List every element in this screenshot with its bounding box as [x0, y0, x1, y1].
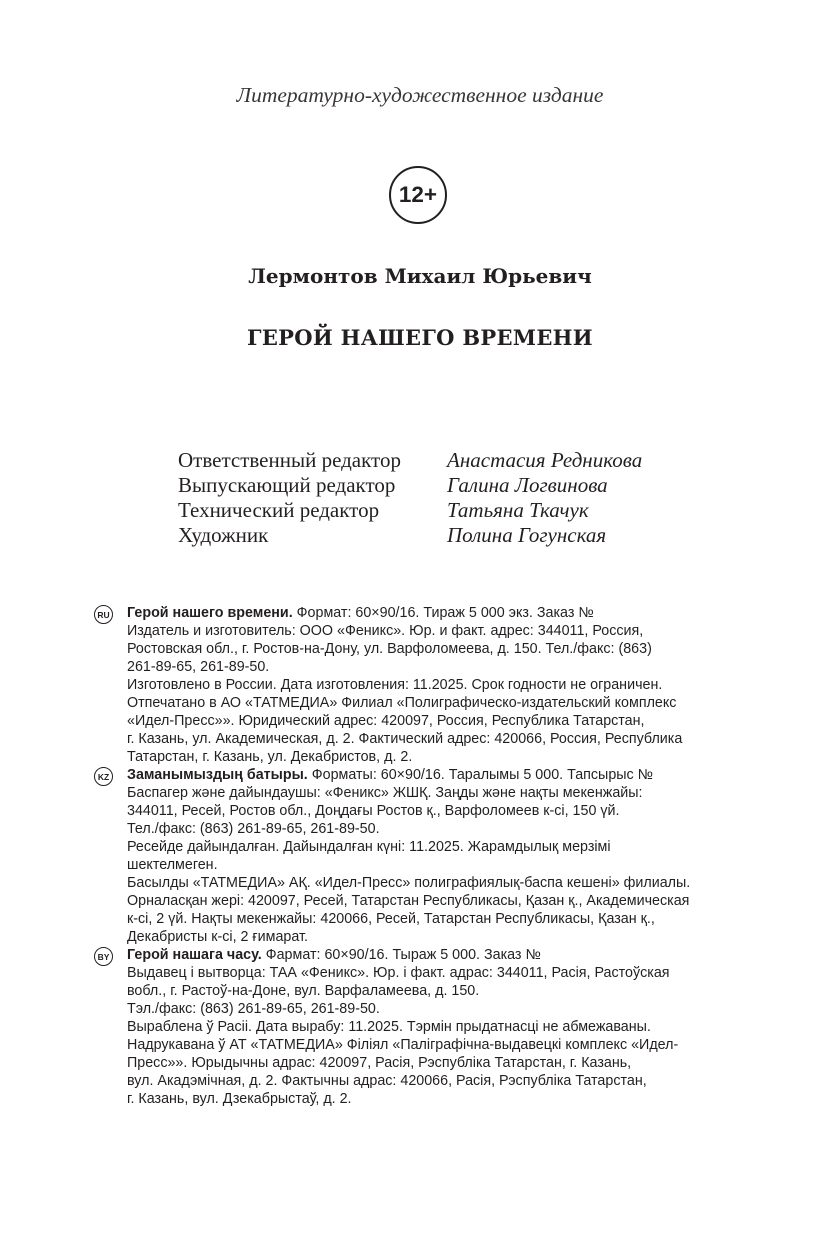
- imprint-title: Герой нашага часу.: [127, 947, 262, 963]
- language-badge-kz: [94, 767, 113, 786]
- age-rating-badge: [389, 166, 447, 224]
- language-badge-label: KZ: [97, 771, 110, 782]
- imprint-first-line-text: Форматы: 60×90/16. Таралымы 5 000. Тапсырыс №: [307, 767, 654, 783]
- imprint-block-ru: [127, 604, 767, 766]
- imprint-first-line: [127, 604, 767, 622]
- imprint-block-by: [127, 946, 767, 1108]
- imprint-first-line-text: Фармат: 60×90/16. Тыраж 5 000. Заказ №: [261, 947, 541, 963]
- language-badge-by: [94, 947, 113, 966]
- imprint-title: Герой нашего времени.: [127, 605, 293, 621]
- imprint-line: Декабристы к-сі, 2 ғимарат.: [127, 929, 308, 945]
- imprint-first-line-text: Формат: 60×90/16. Тираж 5 000 экз. Заказ №: [292, 605, 594, 621]
- author-name: Лермонтов Михаил Юрьевич: [248, 264, 592, 288]
- credit-person: Татьяна Ткачук: [447, 498, 589, 522]
- imprint-line: Ресейде дайындалған. Дайындалған күні: 11.2025. Жарамдылық мерзімі: [127, 839, 611, 855]
- credit-role: Ответственный редактор: [178, 448, 401, 472]
- imprint-line: Тел./факс: (863) 261-89-65, 261-89-50.: [127, 821, 380, 837]
- language-badge-label: RU: [97, 609, 110, 620]
- imprint-line: Выдавец і вытворца: ТАА «Феникс». Юр. і факт. адрас: 344011, Расія, Растоўская: [127, 965, 670, 981]
- imprint-line: Пресс»». Юрыдычны адрас: 420097, Расія, Рэспубліка Татарстан, г. Казань,: [127, 1055, 632, 1071]
- imprint-line: Выраблена ў Расіі. Дата вырабу: 11.2025. Тэрмін прыдатнасці не абмежаваны.: [127, 1019, 651, 1035]
- imprint-line: 261-89-65, 261-89-50.: [127, 659, 270, 675]
- credit-person: Галина Логвинова: [447, 473, 608, 497]
- age-rating-label: 12+: [398, 182, 438, 207]
- imprint-line: вобл., г. Растоў-на-Доне, вул. Варфаламеева, д. 150.: [127, 983, 480, 999]
- imprint-line: Баспагер және дайындаушы: «Феникс» ЖШҚ. Заңды және нақты мекенжайы:: [127, 785, 643, 801]
- imprint-line: Орналасқан жері: 420097, Ресей, Татарстан Республикасы, Қазан қ., Академическая: [127, 893, 690, 909]
- imprint-first-line: [127, 766, 767, 784]
- imprint-line: Издатель и изготовитель: ООО «Феникс». Юр. и факт. адрес: 344011, Россия,: [127, 623, 644, 639]
- imprint-line: 344011, Ресей, Ростов обл., Доңдағы Ростов қ., Варфоломеев к-сі, 150 үй.: [127, 803, 620, 819]
- credit-person: Анастасия Редникова: [447, 448, 643, 472]
- language-badge-ru: [94, 605, 113, 624]
- imprint-line: Отпечатано в АО «ТАТМЕДИА» Филиал «Полиграфическо-издательский комплекс: [127, 695, 677, 711]
- credit-role: Выпускающий редактор: [178, 473, 396, 497]
- credit-role: Художник: [178, 523, 269, 547]
- imprint-block-kz: [127, 766, 767, 946]
- language-badge-label: BY: [97, 951, 110, 962]
- edition-type: Литературно-художественное издание: [236, 83, 604, 107]
- imprint-line: Надрукавана ў АТ «ТАТМЕДИА» Філіял «Паліграфічна-выдавецкі комплекс «Идел-: [127, 1037, 679, 1053]
- credit-person: Полина Гогунская: [447, 523, 607, 547]
- imprint-line: Тэл./факс: (863) 261-89-65, 261-89-50.: [127, 1001, 380, 1017]
- imprint-line: г. Казань, вул. Дзекабрыстаў, д. 2.: [127, 1091, 352, 1107]
- imprint-line: вул. Акадэмічная, д. 2. Фактычны адрас: 420066, Расія, Рэспубліка Татарстан,: [127, 1073, 647, 1089]
- imprint-line: шектелмеген.: [127, 857, 218, 873]
- imprint-first-line: [127, 946, 767, 964]
- book-title: ГЕРОЙ НАШЕГО ВРЕМЕНИ: [247, 325, 593, 350]
- imprint-line: Ростовская обл., г. Ростов-на-Дону, ул. Варфоломеева, д. 150. Тел./факс: (863): [127, 641, 652, 657]
- imprint-line: Басылды «ТАТМЕДИА» АҚ. «Идел-Пресс» полиграфиялық-баспа кешені» филиалы.: [127, 875, 691, 891]
- imprint-title: Заманымыздың батыры.: [127, 767, 308, 783]
- imprint-line: к-сі, 2 үй. Нақты мекенжайы: 420066, Ресей, Татарстан Республикасы, Қазан қ.,: [127, 911, 655, 927]
- credit-role: Технический редактор: [178, 498, 380, 522]
- imprint-line: Татарстан, г. Казань, ул. Декабристов, д. 2.: [127, 749, 413, 765]
- imprint-line: «Идел-Пресс»». Юридический адрес: 420097, Россия, Республика Татарстан,: [127, 713, 645, 729]
- imprint-line: Изготовлено в России. Дата изготовления: 11.2025. Срок годности не ограничен.: [127, 677, 663, 693]
- imprint-line: г. Казань, ул. Академическая, д. 2. Фактический адрес: 420066, Россия, Республика: [127, 731, 683, 747]
